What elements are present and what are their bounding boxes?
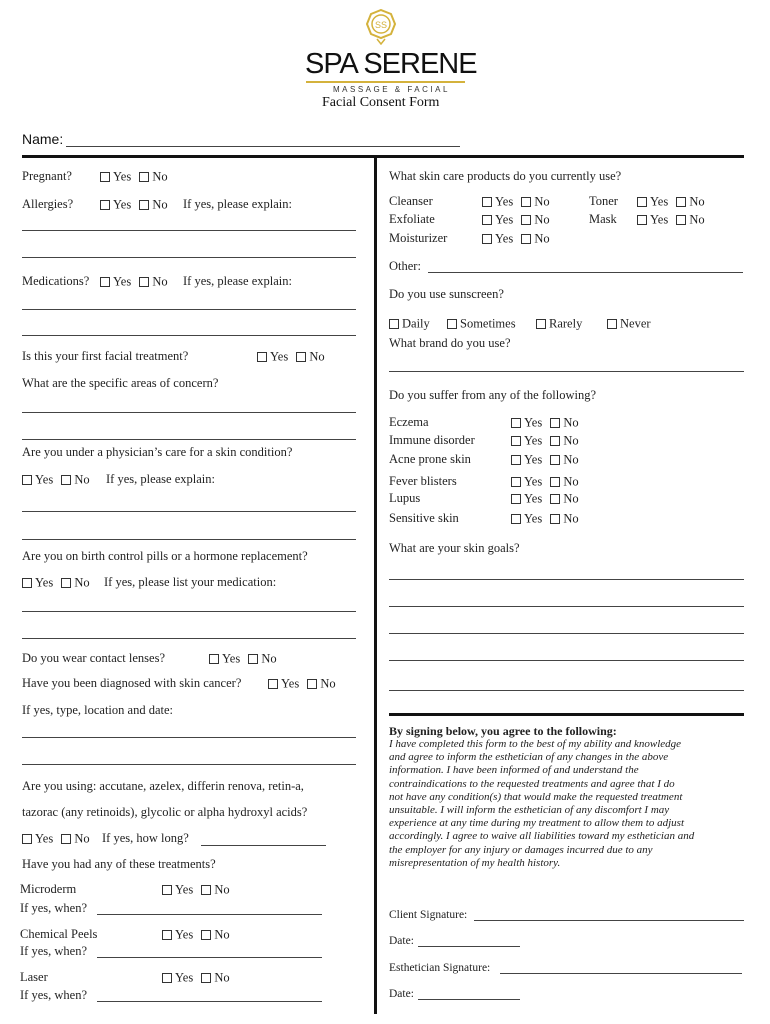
- esthetician-signature-field[interactable]: [500, 973, 742, 974]
- checkbox[interactable]: [676, 215, 686, 225]
- checkbox[interactable]: [482, 215, 492, 225]
- logo-emblem: [366, 9, 396, 45]
- products-question: What skin care products do you currently use?: [389, 169, 622, 183]
- checkbox[interactable]: [100, 172, 110, 182]
- checkbox[interactable]: [511, 436, 521, 446]
- checkbox[interactable]: [389, 319, 399, 329]
- consent-line: not have any condition(s) that would make the requested treatment: [389, 790, 683, 803]
- medications-explain-label: If yes, please explain:: [183, 274, 292, 288]
- using-label-2: tazorac (any retinoids), glycolic or alpha hydroxyl acids?: [22, 805, 308, 819]
- laser-choices: [162, 970, 230, 986]
- header-divider: [22, 155, 744, 158]
- no-label: No: [534, 231, 550, 246]
- checkbox[interactable]: [511, 514, 521, 524]
- areas-line[interactable]: [22, 439, 356, 440]
- yes-label: Yes: [281, 676, 300, 691]
- checkbox[interactable]: [676, 197, 686, 207]
- skin-cancer-choices: [268, 676, 336, 692]
- yes-label: Yes: [524, 491, 543, 506]
- lupus-choices: [511, 491, 579, 507]
- checkbox[interactable]: [61, 475, 71, 485]
- checkbox[interactable]: [482, 234, 492, 244]
- product-mask: Mask: [589, 212, 617, 226]
- goals-line[interactable]: [389, 633, 744, 634]
- checkbox[interactable]: [521, 234, 531, 244]
- other-line[interactable]: [428, 272, 743, 273]
- immune-choices: [511, 433, 579, 449]
- checkbox[interactable]: [162, 930, 172, 940]
- birth-control-choices: [22, 575, 90, 591]
- yes-label: Yes: [175, 970, 194, 985]
- checkbox[interactable]: [61, 834, 71, 844]
- checkbox[interactable]: [257, 352, 267, 362]
- checkbox[interactable]: [139, 277, 149, 287]
- column-divider: [374, 158, 377, 1014]
- yes-label: Yes: [524, 474, 543, 489]
- name-field[interactable]: [66, 146, 460, 147]
- condition-sensitive: Sensitive skin: [389, 511, 459, 525]
- microderm-choices: [162, 882, 230, 898]
- option-label: Sometimes: [460, 316, 516, 331]
- cleanser-choices: [482, 194, 550, 210]
- no-label: No: [152, 197, 168, 212]
- yes-label: Yes: [222, 651, 241, 666]
- treatment-chemical-peels: Chemical Peels: [20, 927, 98, 941]
- contacts-choices: [209, 651, 277, 667]
- condition-acne: Acne prone skin: [389, 452, 471, 466]
- no-label: No: [689, 212, 705, 227]
- no-label: No: [214, 970, 230, 985]
- yes-label: Yes: [113, 197, 132, 212]
- checkbox[interactable]: [521, 197, 531, 207]
- skin-cancer-label: Have you been diagnosed with skin cancer?: [22, 676, 242, 690]
- yes-label: Yes: [113, 274, 132, 289]
- checkbox[interactable]: [209, 654, 219, 664]
- allergies-explain-label: If yes, please explain:: [183, 197, 292, 211]
- medications-line[interactable]: [22, 309, 356, 310]
- skin-cancer-line[interactable]: [22, 764, 356, 765]
- checkbox[interactable]: [511, 418, 521, 428]
- no-label: No: [152, 169, 168, 184]
- no-label: No: [261, 651, 277, 666]
- treatment-microderm: Microderm: [20, 882, 77, 896]
- yes-label: Yes: [650, 212, 669, 227]
- if-when-label: If yes, when?: [20, 944, 87, 958]
- checkbox[interactable]: [447, 319, 457, 329]
- sunscreen-sometimes: [447, 316, 516, 332]
- yes-label: Yes: [495, 212, 514, 227]
- skin-cancer-detail-label: If yes, type, location and date:: [22, 703, 173, 717]
- physician-explain-label: If yes, please explain:: [106, 472, 215, 486]
- no-label: No: [563, 415, 579, 430]
- consent-line: contraindications to the requested treatments and agree that I do: [389, 777, 675, 790]
- consent-line: and agree to inform the esthetician of any changes in the above: [389, 751, 669, 764]
- no-label: No: [563, 452, 579, 467]
- physician-label: Are you under a physician’s care for a skin condition?: [22, 445, 293, 459]
- no-label: No: [152, 274, 168, 289]
- birth-control-line[interactable]: [22, 638, 356, 639]
- brand-question: What brand do you use?: [389, 336, 511, 350]
- when-line[interactable]: [97, 957, 322, 958]
- sunscreen-question: Do you use sunscreen?: [389, 287, 504, 301]
- sunscreen-never: [607, 316, 651, 332]
- birth-control-line[interactable]: [22, 611, 356, 612]
- toner-choices: [637, 194, 705, 210]
- checkbox[interactable]: [511, 494, 521, 504]
- allergies-line[interactable]: [22, 230, 356, 231]
- goals-question: What are your skin goals?: [389, 541, 520, 555]
- physician-line[interactable]: [22, 511, 356, 512]
- no-label: No: [563, 433, 579, 448]
- checkbox[interactable]: [550, 436, 560, 446]
- checkbox[interactable]: [550, 418, 560, 428]
- no-label: No: [563, 474, 579, 489]
- checkbox[interactable]: [607, 319, 617, 329]
- condition-immune: Immune disorder: [389, 433, 475, 447]
- allergies-choices: [100, 197, 168, 213]
- no-label: No: [74, 831, 90, 846]
- yes-label: Yes: [175, 927, 194, 942]
- fever-blisters-choices: [511, 474, 579, 490]
- consent-line: unsuitable. I will inform the esthetician of any discomfort I may: [389, 804, 670, 817]
- goals-line[interactable]: [389, 579, 744, 580]
- allergies-label: Allergies?: [22, 197, 74, 211]
- checkbox[interactable]: [511, 455, 521, 465]
- other-label: Other:: [389, 259, 421, 273]
- checkbox[interactable]: [100, 277, 110, 287]
- no-label: No: [214, 882, 230, 897]
- skin-cancer-line[interactable]: [22, 737, 356, 738]
- sunscreen-rarely: [536, 316, 582, 332]
- consent-line: the employer for any injury or damages incurred due to any: [389, 843, 653, 856]
- physician-line[interactable]: [22, 539, 356, 540]
- checkbox[interactable]: [536, 319, 546, 329]
- no-label: No: [320, 676, 336, 691]
- checkbox[interactable]: [100, 200, 110, 210]
- checkbox[interactable]: [248, 654, 258, 664]
- eczema-choices: [511, 415, 579, 431]
- consent-line: I have completed this form to the best of my ability and knowledge: [389, 738, 682, 750]
- yes-label: Yes: [650, 194, 669, 209]
- no-label: No: [689, 194, 705, 209]
- exfoliate-choices: [482, 212, 550, 228]
- checkbox[interactable]: [61, 578, 71, 588]
- sensitive-choices: [511, 511, 579, 527]
- brand-name: SPA SERENE: [305, 48, 477, 80]
- suffer-question: Do you suffer from any of the following?: [389, 388, 597, 402]
- yes-label: Yes: [524, 452, 543, 467]
- physician-choices: [22, 472, 90, 488]
- using-choices: [22, 831, 90, 847]
- no-label: No: [74, 575, 90, 590]
- no-label: No: [534, 212, 550, 227]
- goals-line[interactable]: [389, 690, 744, 691]
- consent-heading: By signing below, you agree to the following:: [389, 724, 617, 738]
- yes-label: Yes: [524, 415, 543, 430]
- checkbox[interactable]: [201, 885, 211, 895]
- yes-label: Yes: [113, 169, 132, 184]
- checkbox[interactable]: [637, 215, 647, 225]
- date-label: Date:: [389, 988, 414, 1000]
- yes-label: Yes: [35, 831, 54, 846]
- treatments-label: Have you had any of these treatments?: [22, 857, 216, 871]
- checkbox[interactable]: [637, 197, 647, 207]
- consent-line: information. I have been informed of and understand the: [389, 764, 639, 777]
- product-moisturizer: Moisturizer: [389, 231, 448, 245]
- checkbox[interactable]: [550, 455, 560, 465]
- option-label: Daily: [402, 316, 430, 331]
- list-medication-label: If yes, please list your medication:: [104, 575, 277, 589]
- medications-choices: [100, 274, 168, 290]
- areas-label: What are the specific areas of concern?: [22, 376, 219, 390]
- checkbox[interactable]: [162, 885, 172, 895]
- chemical-peels-choices: [162, 927, 230, 943]
- brand-tagline: MASSAGE & FACIAL: [333, 85, 450, 94]
- mask-choices: [637, 212, 705, 228]
- product-exfoliate: Exfoliate: [389, 212, 435, 226]
- no-label: No: [563, 511, 579, 526]
- brand-underline: [306, 81, 465, 83]
- client-signature-field[interactable]: [474, 920, 744, 921]
- acne-choices: [511, 452, 579, 468]
- goals-line[interactable]: [389, 660, 744, 661]
- yes-label: Yes: [524, 511, 543, 526]
- checkbox[interactable]: [22, 578, 32, 588]
- if-when-label: If yes, when?: [20, 988, 87, 1002]
- checkbox[interactable]: [139, 172, 149, 182]
- allergies-line[interactable]: [22, 257, 356, 258]
- no-label: No: [74, 472, 90, 487]
- esthetician-signature-label: Esthetician Signature:: [389, 962, 491, 974]
- consent-divider: [389, 713, 744, 716]
- logo-monogram: SS: [374, 20, 388, 30]
- name-label: Name:: [22, 131, 64, 147]
- how-long-label: If yes, how long?: [102, 831, 189, 845]
- goals-line[interactable]: [389, 606, 744, 607]
- checkbox[interactable]: [521, 215, 531, 225]
- checkbox[interactable]: [296, 352, 306, 362]
- yes-label: Yes: [35, 575, 54, 590]
- no-label: No: [534, 194, 550, 209]
- date-field[interactable]: [418, 999, 520, 1000]
- checkbox[interactable]: [511, 477, 521, 487]
- checkbox[interactable]: [550, 514, 560, 524]
- product-cleanser: Cleanser: [389, 194, 433, 208]
- consent-line: accordingly. I agree to waive all liabilities toward my esthetician and: [389, 830, 695, 843]
- pregnant-label: Pregnant?: [22, 169, 72, 183]
- date-label: Date:: [389, 935, 414, 947]
- condition-eczema: Eczema: [389, 415, 429, 429]
- date-field[interactable]: [418, 946, 520, 947]
- consent-line: experience at any time during my treatment to allow them to adjust: [389, 817, 685, 830]
- checkbox[interactable]: [482, 197, 492, 207]
- areas-line[interactable]: [22, 412, 356, 413]
- client-signature-label: Client Signature:: [389, 909, 468, 921]
- brand-line[interactable]: [389, 371, 744, 372]
- checkbox[interactable]: [139, 200, 149, 210]
- when-line[interactable]: [97, 914, 322, 915]
- form-title: Facial Consent Form: [322, 95, 440, 110]
- no-label: No: [214, 927, 230, 942]
- condition-fever-blisters: Fever blisters: [389, 474, 457, 488]
- consent-line: misrepresentation of my health history.: [389, 856, 561, 869]
- option-label: Never: [620, 316, 651, 331]
- yes-label: Yes: [35, 472, 54, 487]
- birth-control-label: Are you on birth control pills or a hormone replacement?: [22, 549, 308, 563]
- condition-lupus: Lupus: [389, 491, 421, 505]
- first-facial-label: Is this your first facial treatment?: [22, 349, 189, 363]
- no-label: No: [309, 349, 325, 364]
- yes-label: Yes: [495, 194, 514, 209]
- first-facial-choices: [257, 349, 325, 365]
- yes-label: Yes: [175, 882, 194, 897]
- how-long-line[interactable]: [201, 845, 326, 846]
- checkbox[interactable]: [162, 973, 172, 983]
- treatment-laser: Laser: [20, 970, 48, 984]
- checkbox[interactable]: [22, 475, 32, 485]
- checkbox[interactable]: [201, 973, 211, 983]
- using-label-1: Are you using: accutane, azelex, differin renova, retin-a,: [22, 779, 304, 793]
- checkbox[interactable]: [550, 477, 560, 487]
- if-when-label: If yes, when?: [20, 901, 87, 915]
- yes-label: Yes: [524, 433, 543, 448]
- no-label: No: [563, 491, 579, 506]
- contacts-label: Do you wear contact lenses?: [22, 651, 165, 665]
- checkbox[interactable]: [550, 494, 560, 504]
- medications-line[interactable]: [22, 335, 356, 336]
- checkbox[interactable]: [268, 679, 278, 689]
- when-line[interactable]: [97, 1001, 322, 1002]
- checkbox[interactable]: [201, 930, 211, 940]
- product-toner: Toner: [589, 194, 618, 208]
- medications-label: Medications?: [22, 274, 90, 288]
- option-label: Rarely: [549, 316, 583, 331]
- pregnant-choices: [100, 169, 168, 185]
- sunscreen-daily: [389, 316, 430, 332]
- checkbox[interactable]: [22, 834, 32, 844]
- yes-label: Yes: [270, 349, 289, 364]
- consent-text: [389, 738, 694, 870]
- yes-label: Yes: [495, 231, 514, 246]
- moisturizer-choices: [482, 231, 550, 247]
- checkbox[interactable]: [307, 679, 317, 689]
